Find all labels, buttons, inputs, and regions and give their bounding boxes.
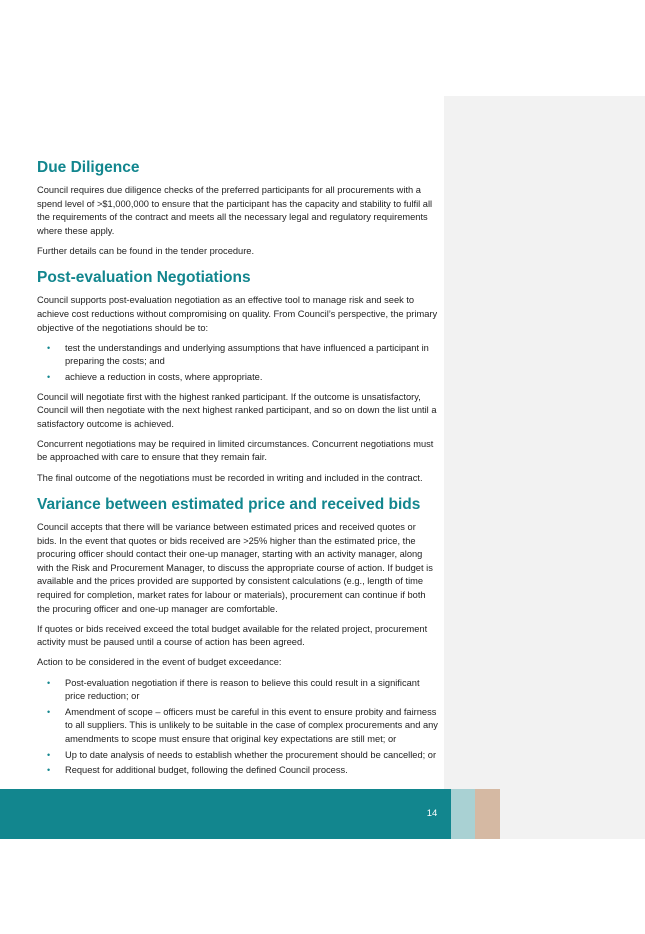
footer-bar [0,789,451,839]
bullet-icon: • [47,706,51,717]
heading-post-evaluation: Post-evaluation Negotiations [37,269,251,287]
list-item [37,371,438,385]
list-item-text: Up to date analysis of needs to establish whether the procurement should be cancelled; or [65,749,437,760]
list-item [37,764,438,778]
bullet-icon: • [47,371,51,382]
document-body [37,158,438,788]
footer-accent-light [451,789,475,839]
heading-due-diligence: Due Diligence [37,159,140,176]
list-item [37,706,438,747]
list-item [37,677,438,704]
section-post-evaluation [37,268,438,485]
list-item-text: test the understandings and underlying assumptions that have influenced a participant in preparing the costs; and [65,342,429,367]
list-item [37,749,438,763]
section-variance [37,495,438,778]
list-item-text: Post-evaluation negotiation if there is reason to believe this could result in a significant price reduction; or [65,677,420,702]
page-number: 14 [426,808,438,819]
list-item-text: Request for additional budget, following the defined Council process. [65,765,348,776]
list-item [37,342,438,369]
paragraph: Concurrent negotiations may be required in limited circumstances. Concurrent negotiations must be approached with care to ensure that they remain fair. [37,438,434,463]
paragraph: If quotes or bids received exceed the total budget available for the related project, procurement activity must be paused until a course of action has been agreed. [37,623,428,648]
paragraph: Council supports post-evaluation negotiation as an effective tool to manage risk and seek to achieve cost reductions without compromising on quality. From Council’s perspective, the primary objective of the negotiations should be to: [37,295,438,333]
paragraph: Council accepts that there will be variance between estimated prices and received quotes or bids. In the event that quotes or bids received are >25% higher than the estimated price, the procuring officer should contact their one-up manager, starting with an activity manager, along with the Risk and Procurement Manager, to discuss the appropriate course of action. If budget is available and the prices provided are supported by consistent calculations (e.g., length of time required for completion, market rates for labour or materials), procurement can continue if both the procuring officer and one-up manager are comfortable. [37,522,433,614]
bullet-icon: • [47,677,51,688]
paragraph: Further details can be found in the tender procedure. [37,245,255,256]
list-item-text: achieve a reduction in costs, where appropriate. [65,371,263,382]
paragraph: Council will negotiate first with the highest ranked participant. If the outcome is unsatisfactory, Council will then negotiate with the next highest ranked participant, and so on down the list until a satisfactory outcome is achieved. [37,391,437,429]
footer-accent-tan [475,789,500,839]
paragraph: Action to be considered in the event of budget exceedance: [37,657,282,668]
heading-variance: Variance between estimated price and received bids [37,496,421,514]
comment-pane [444,96,645,839]
bullet-icon: • [47,749,51,760]
paragraph: Council requires due diligence checks of the preferred participants for all procurements with a spend level of >$1,000,000 to ensure that the participant has the capacity and stability to fulfil all the requirements of the contract and meets all the necessary legal and regulatory requirements where these apply. [37,185,433,236]
paragraph: The final outcome of the negotiations must be recorded in writing and included in the contract. [37,472,423,483]
list-item-text: Amendment of scope – officers must be careful in this event to ensure probity and fairness to all suppliers. This is unlikely to be suitable in the case of complex procurements and any amendments to scope must ensure that original key expectations are still met; or [65,706,438,744]
bullet-list [37,677,438,778]
bullet-icon: • [47,765,51,776]
section-due-diligence [37,158,438,258]
bullet-list [37,342,438,385]
bullet-icon: • [47,342,51,353]
